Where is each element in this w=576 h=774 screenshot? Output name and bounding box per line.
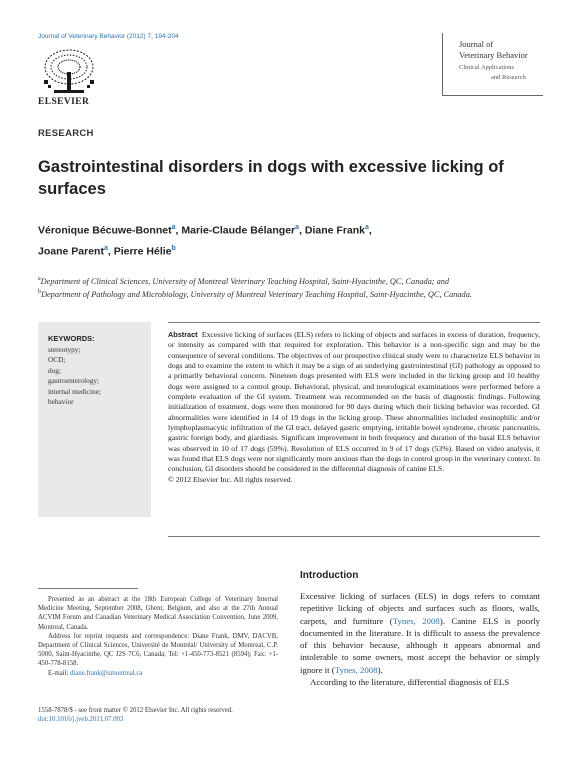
author-separator: , bbox=[368, 224, 372, 237]
introduction-text bbox=[300, 590, 540, 688]
citation-link[interactable]: Tynes, 2008 bbox=[392, 615, 440, 626]
author-name: Pierre Hélie bbox=[113, 245, 172, 257]
keyword-item: stereotypy; bbox=[48, 345, 81, 354]
footnotes bbox=[38, 595, 278, 678]
keywords-box bbox=[38, 322, 151, 517]
intro-text-part: ). bbox=[377, 664, 383, 675]
affiliation-mark: b bbox=[38, 289, 41, 296]
journal-reference: Journal of Veterinary Behavior (2012) 7, 194-204 bbox=[38, 33, 179, 40]
section-label: RESEARCH bbox=[38, 128, 94, 139]
author-affiliation-mark: a bbox=[365, 224, 369, 231]
abstract-top-rule bbox=[168, 322, 540, 323]
keyword-item: OCD; bbox=[48, 355, 66, 365]
intro-text-part: Excessive licking of surfaces (ELS) in dogs refers to constant repetitive licking of objects and surfaces such as floors, walls, carpets, and furniture ( bbox=[300, 591, 540, 626]
abstract-text: Excessive licking of surfaces (ELS) refers to licking of objects and surfaces in excess of duration, frequency, or intensity as compared with that required for exploration. This behavior is a non-specific sign and may be the consequence of several conditions. The objectives of our prospective clinical study were to characterize ELS behavior in dogs and to examine the extent to which it may be a sign of an underlying gastrointestinal (GI) pathology as opposed to a primarily behavioral concern. Nineteen dogs presented with ELS were included in the licking group and 10 healthy dogs were assigned to a control group. Behavioral, physical, and neurological examinations were performed before a complete evaluation of the GI system. Treatment was recommended on the basis of diagnostic findings. Following initialization of treatment, dogs were then monitored for 90 days during which their licking behavior was recorded. GI abnormalities were identified in 14 of 19 dogs in the licking group. These abnormalities included eosinophilic and/or lymphoplasmacytic infiltration of the GI tract, delayed gastric emptying, irritable bowel syndrome, chronic pancreatitis, gastric foreign body, and giardiasis. Significant improvement in both frequency and duration of the basal ELS behavior was observed in 10 of 17 dogs (59%). Resolution of ELS occurred in 9 of 17 dogs (53%). Based on video analysis, it was found that ELS dogs were not significantly more anxious than the dogs in control group in the veterinary context. In conclusion, GI disorders should be considered in the differential diagnosis of canine ELS. bbox=[168, 330, 540, 474]
masthead-line-1: Journal of bbox=[459, 39, 494, 49]
masthead-line-3: Clinical Applications bbox=[459, 64, 515, 71]
issn-footer bbox=[38, 706, 233, 724]
article-title: Gastrointestinal disorders in dogs with excessive licking of surfaces bbox=[38, 158, 504, 198]
citation-link[interactable]: Tynes, 2008 bbox=[334, 664, 378, 675]
author-affiliation-mark: a bbox=[103, 244, 108, 252]
footnote-address: Address for reprint requests and correspondence: Diane Frank, DMV, DACVB, Department of Clinical Sciences, Université de Montréal/ University of Montreal, C.P. 5000, Saint-Hyacinthe, QC J2S 7C6, Canada; Tel: +1-450-773-8521 (8594); Fax: +1-450-778-8158. bbox=[38, 632, 278, 668]
masthead-line-4: and Research bbox=[491, 74, 526, 81]
keyword-item: gastroenterology; bbox=[48, 376, 100, 386]
email-link[interactable]: diane.frank@umontreal.ca bbox=[70, 669, 143, 677]
affiliation-mark: a bbox=[38, 276, 41, 282]
author-name: Joane Parent bbox=[38, 245, 104, 257]
abstract-bottom-rule bbox=[168, 536, 540, 537]
keywords-list bbox=[48, 345, 101, 407]
intro-paragraph-2: According to the literature, differential diagnosis of ELS bbox=[310, 676, 510, 687]
abstract-label: Abstract bbox=[168, 330, 198, 339]
author-separator: , bbox=[107, 245, 114, 257]
author-separator: , bbox=[299, 224, 305, 237]
abstract bbox=[168, 330, 540, 485]
author-name: Véronique Bécuwe-Bonnet bbox=[38, 224, 172, 237]
keyword-item: internal medicine; bbox=[48, 386, 101, 396]
introduction-heading: Introduction bbox=[300, 570, 359, 581]
footnote-rule bbox=[38, 588, 138, 589]
author-affiliation-mark: a bbox=[171, 224, 176, 231]
author-list bbox=[38, 219, 538, 260]
affiliation-text: Department of Clinical Sciences, University of Montreal Veterinary Teaching Hospital, Saint-Hyacinthe, QC, Canada; and bbox=[40, 276, 450, 286]
keyword-item: behavior bbox=[48, 397, 74, 407]
keyword-item: dog; bbox=[48, 365, 61, 375]
author-affiliation-mark: a bbox=[295, 224, 300, 231]
publisher-wordmark: ELSEVIER bbox=[38, 97, 90, 107]
author-name: Diane Frank bbox=[304, 224, 366, 237]
masthead-line-2: Veterinary Behavior bbox=[459, 50, 528, 60]
affiliations bbox=[38, 274, 538, 301]
footnote-email bbox=[38, 669, 278, 678]
author-affiliation-mark: b bbox=[171, 244, 176, 252]
email-label: E-mail: bbox=[48, 669, 69, 677]
affiliation-text: Department of Pathology and Microbiology, University of Montreal Veterinary Teaching Hospital, Saint-Hyacinthe, QC, Canada. bbox=[41, 290, 472, 300]
doi-link[interactable]: doi:10.1016/j.jveb.2011.07.003 bbox=[38, 716, 124, 723]
footnote-presented: Presented as an abstract at the 18th European College of Veterinary Internal Medicine Meeting, September 2008, Ghent, Belgium, and also at the 27th Annual ACVIM Forum and Canadian Veterinary Medical Association Convention, June 2009, Montreal, Canada. bbox=[38, 596, 278, 631]
author-separator: , bbox=[175, 224, 182, 237]
keywords-heading: KEYWORDS: bbox=[48, 334, 95, 343]
author-name: Marie-Claude Bélanger bbox=[181, 224, 296, 237]
abstract-copyright: © 2012 Elsevier Inc. All rights reserved. bbox=[168, 474, 293, 484]
journal-masthead bbox=[442, 33, 543, 96]
issn-text: 1558-7878/$ - see front matter © 2012 Elsevier Inc. All rights reserved. bbox=[38, 707, 233, 714]
intro-text-part: ). Canine ELS is poorly documented in the literature. It is difficult to assess the prevalence of this behavior because, although it appears abnormal and intolerable to some owners, most accept the behavior or simply ignore it ( bbox=[300, 615, 540, 675]
